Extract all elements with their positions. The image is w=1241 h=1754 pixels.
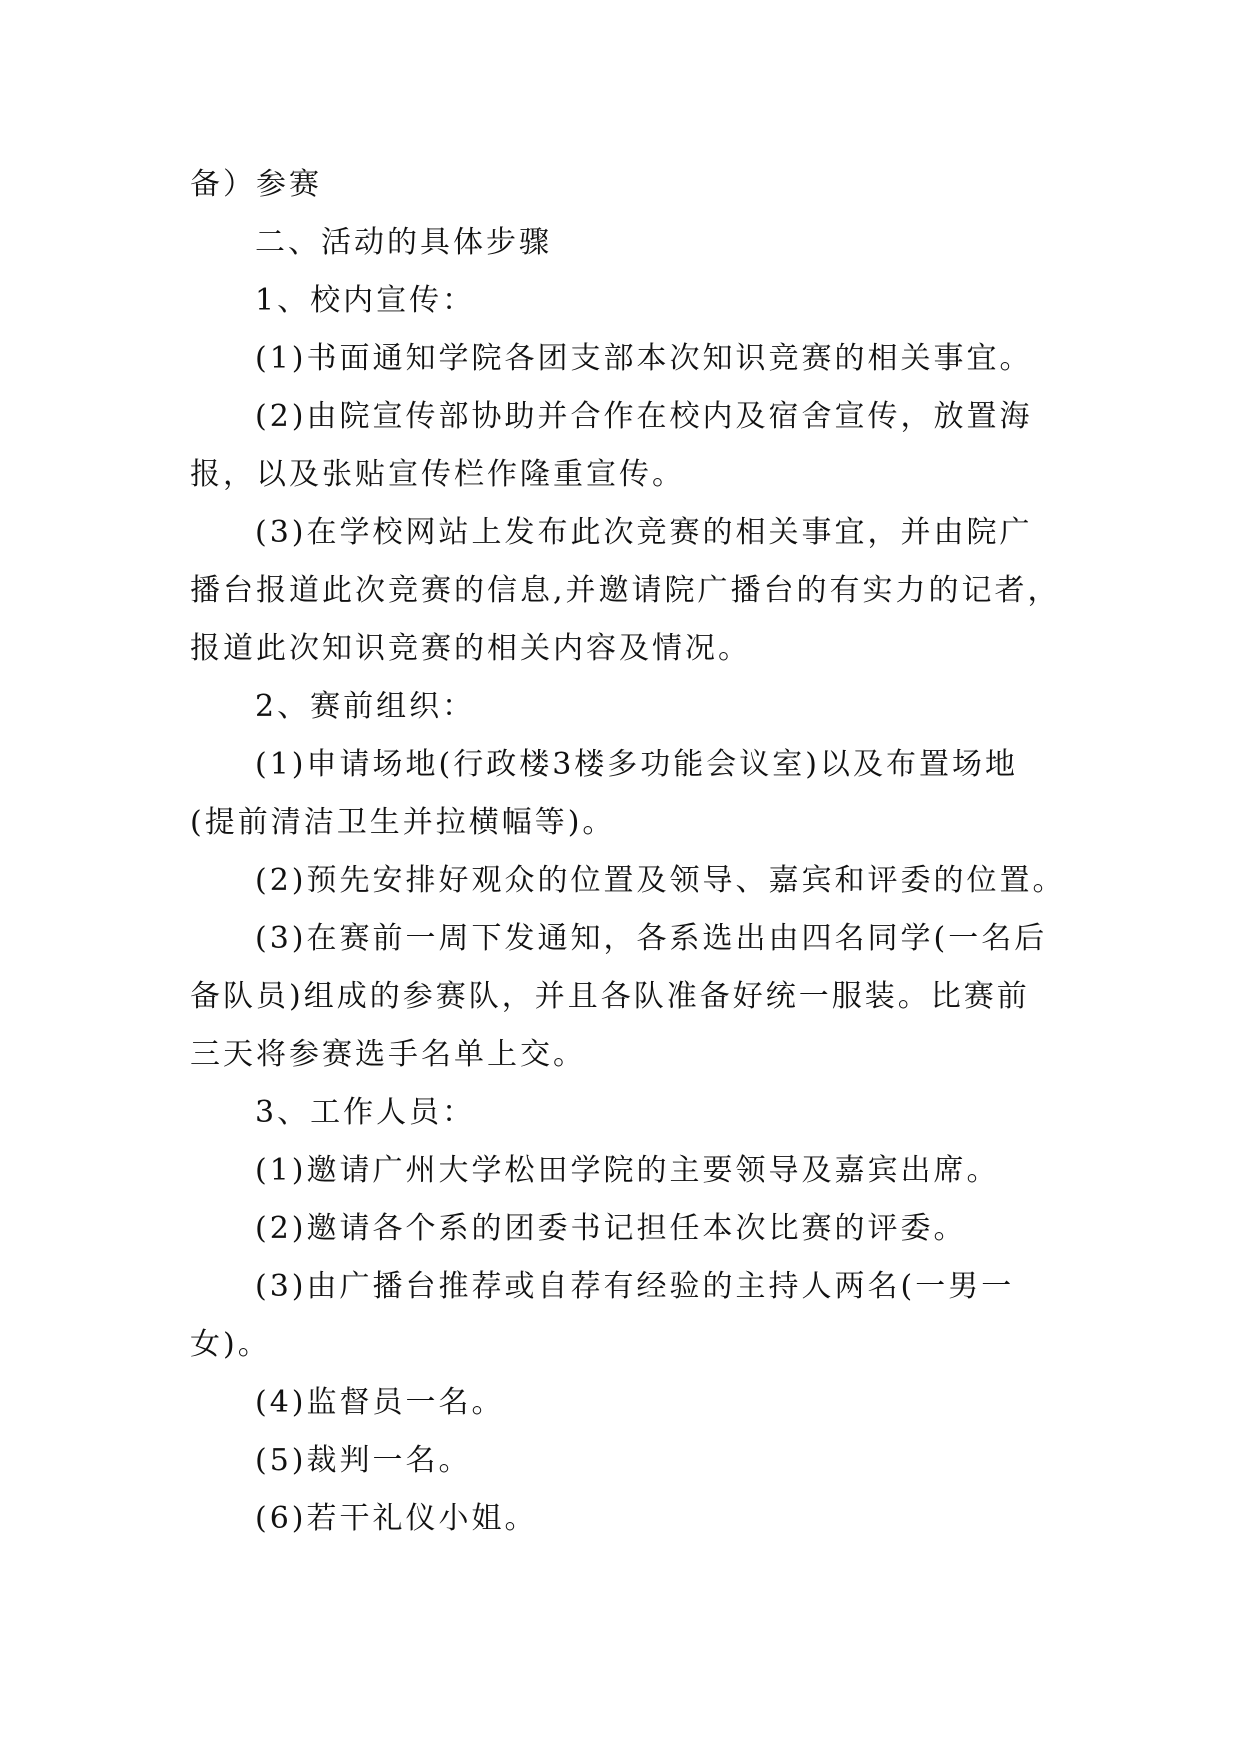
text-line: (提前清洁卫生并拉横幅等)。 — [190, 805, 616, 840]
list-item: (1)书面通知学院各团支部本次知识竞赛的相关事宜。 — [255, 341, 1033, 376]
subsection-heading: 1、校内宣传： — [255, 283, 476, 318]
list-item: (6)若干礼仪小姐。 — [255, 1501, 538, 1536]
subsection-heading: 3、工作人员： — [255, 1095, 476, 1130]
section-heading: 二、活动的具体步骤 — [255, 225, 552, 260]
list-item: (5)裁判一名。 — [255, 1443, 472, 1478]
subsection-heading: 2、赛前组织： — [255, 689, 476, 724]
text-line: 三天将参赛选手名单上交。 — [190, 1037, 586, 1072]
text-line: 报道此次知识竞赛的相关内容及情况。 — [190, 631, 751, 666]
text-line: 播台报道此次竞赛的信息,并邀请院广播台的有实力的记者， — [190, 573, 1061, 608]
list-item: (1)申请场地(行政楼3楼多功能会议室)以及布置场地 — [255, 747, 1018, 782]
text-line: 女)。 — [190, 1327, 271, 1362]
text-line: 报，以及张贴宣传栏作隆重宣传。 — [190, 457, 685, 492]
list-item: (2)由院宣传部协助并合作在校内及宿舍宣传，放置海 — [255, 399, 1033, 434]
list-item: (3)在赛前一周下发通知，各系选出由四名同学(一名后 — [255, 921, 1048, 956]
list-item: (2)预先安排好观众的位置及领导、嘉宾和评委的位置。 — [255, 863, 1066, 898]
list-item: (3)在学校网站上发布此次竞赛的相关事宜，并由院广 — [255, 515, 1033, 550]
list-item: (2)邀请各个系的团委书记担任本次比赛的评委。 — [255, 1211, 967, 1246]
list-item: (4)监督员一名。 — [255, 1385, 505, 1420]
text-line: 备）参赛 — [190, 167, 322, 202]
text-line: 备队员)组成的参赛队，并且各队准备好统一服装。比赛前 — [190, 979, 1030, 1014]
list-item: (1)邀请广州大学松田学院的主要领导及嘉宾出席。 — [255, 1153, 1000, 1188]
list-item: (3)由广播台推荐或自荐有经验的主持人两名(一男一 — [255, 1269, 1015, 1304]
